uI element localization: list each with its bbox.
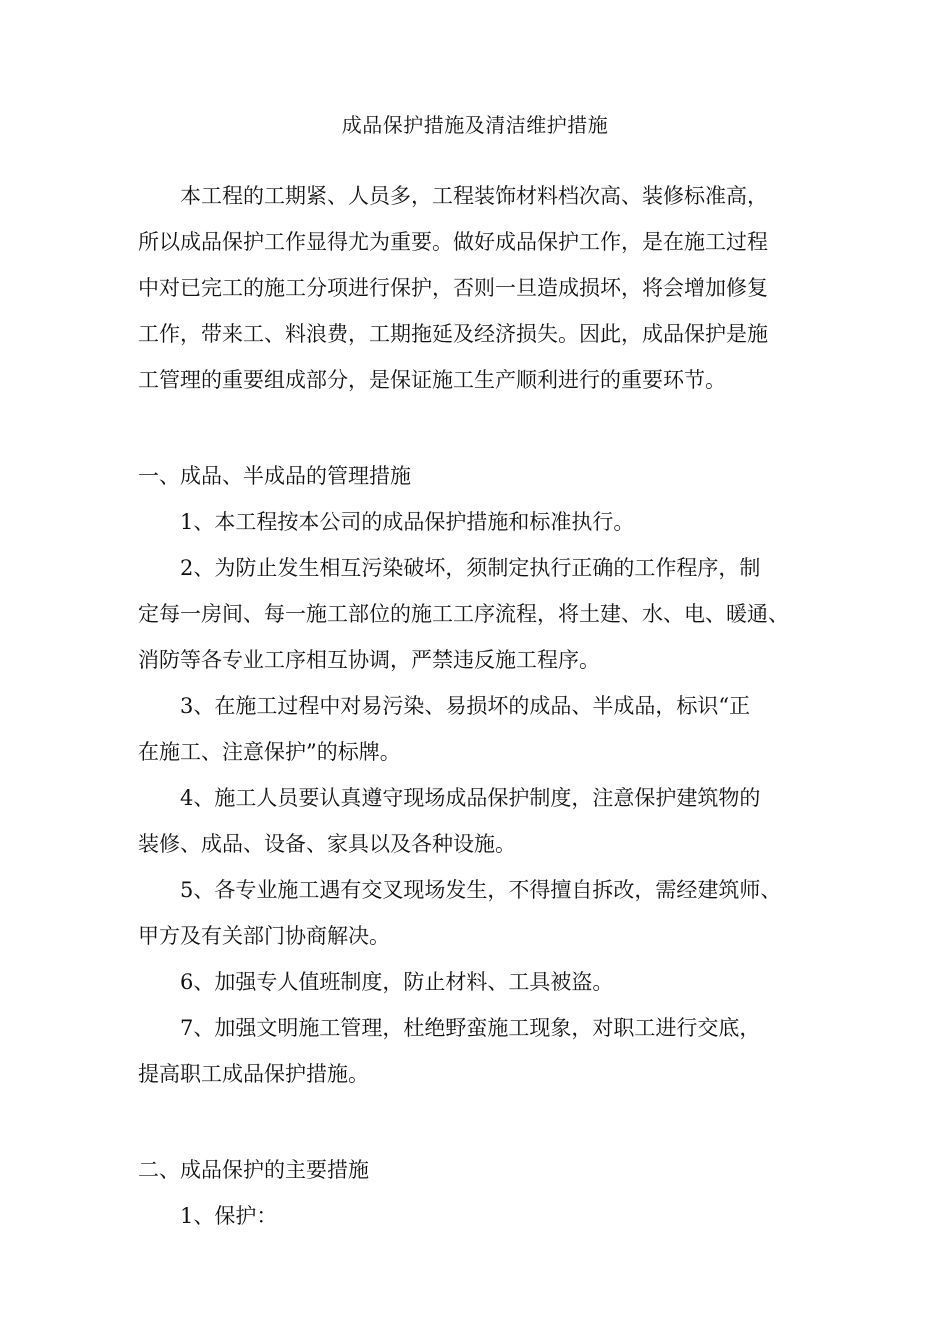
item-line: 7、加强文明施工管理，杜绝野蛮施工现象，对职工进行交底， bbox=[180, 1016, 761, 1040]
section-spacer bbox=[138, 410, 838, 460]
item-line: 定每一房间、每一施工部位的施工工序流程，将土建、水、电、暖通、 bbox=[138, 602, 789, 626]
intro-line: 所以成品保护工作显得尤为重要。做好成品保护工作，是在施工过程 bbox=[138, 230, 768, 254]
document-title: 成品保护措施及清洁维护措施 bbox=[341, 113, 609, 137]
intro-line: 本工程的工期紧、人员多，工程装饰材料档次高、装修标准高， bbox=[180, 184, 768, 208]
section1-item-1 bbox=[138, 506, 838, 539]
item-line: 4、施工人员要认真遵守现场成品保护制度，注意保护建筑物的 bbox=[180, 786, 761, 810]
section1-item-7 bbox=[138, 1012, 838, 1091]
item-line: 3、在施工过程中对易污染、易损坏的成品、半成品，标识“正 bbox=[180, 694, 751, 718]
intro-line: 中对已完工的施工分项进行保护，否则一旦造成损坏，将会增加修复 bbox=[138, 276, 768, 300]
item-line: 1、本工程按本公司的成品保护措施和标准执行。 bbox=[180, 510, 635, 534]
intro-paragraph bbox=[138, 180, 838, 397]
section1-item-6 bbox=[138, 966, 838, 999]
section1-heading: 一、成品、半成品的管理措施 bbox=[138, 464, 411, 488]
section1-item-4 bbox=[138, 782, 838, 861]
section2-heading: 二、成品保护的主要措施 bbox=[138, 1158, 369, 1182]
intro-line: 工管理的重要组成部分，是保证施工生产顺利进行的重要环节。 bbox=[138, 368, 726, 392]
section1-item-5 bbox=[138, 874, 838, 953]
item-line: 提高职工成品保护措施。 bbox=[138, 1062, 369, 1086]
item-line: 1、保护： bbox=[180, 1204, 278, 1228]
item-line: 2、为防止发生相互污染破坏，须制定执行正确的工作程序，制 bbox=[180, 556, 761, 580]
item-line: 5、各专业施工遇有交叉现场发生，不得擅自拆改，需经建筑师、 bbox=[180, 878, 782, 902]
section2-item-1 bbox=[138, 1200, 838, 1233]
section1-item-2 bbox=[138, 552, 838, 677]
section1-item-3 bbox=[138, 690, 838, 769]
document-body bbox=[138, 180, 838, 1246]
item-line: 甲方及有关部门协商解决。 bbox=[138, 924, 390, 948]
intro-line: 工作，带来工、料浪费，工期拖延及经济损失。因此，成品保护是施 bbox=[138, 322, 768, 346]
section-spacer bbox=[138, 1104, 838, 1154]
item-line: 在施工、注意保护”的标牌。 bbox=[138, 740, 401, 764]
item-line: 装修、成品、设备、家具以及各种设施。 bbox=[138, 832, 516, 856]
item-line: 6、加强专人值班制度，防止材料、工具被盗。 bbox=[180, 970, 614, 994]
item-line: 消防等各专业工序相互协调，严禁违反施工程序。 bbox=[138, 648, 600, 672]
